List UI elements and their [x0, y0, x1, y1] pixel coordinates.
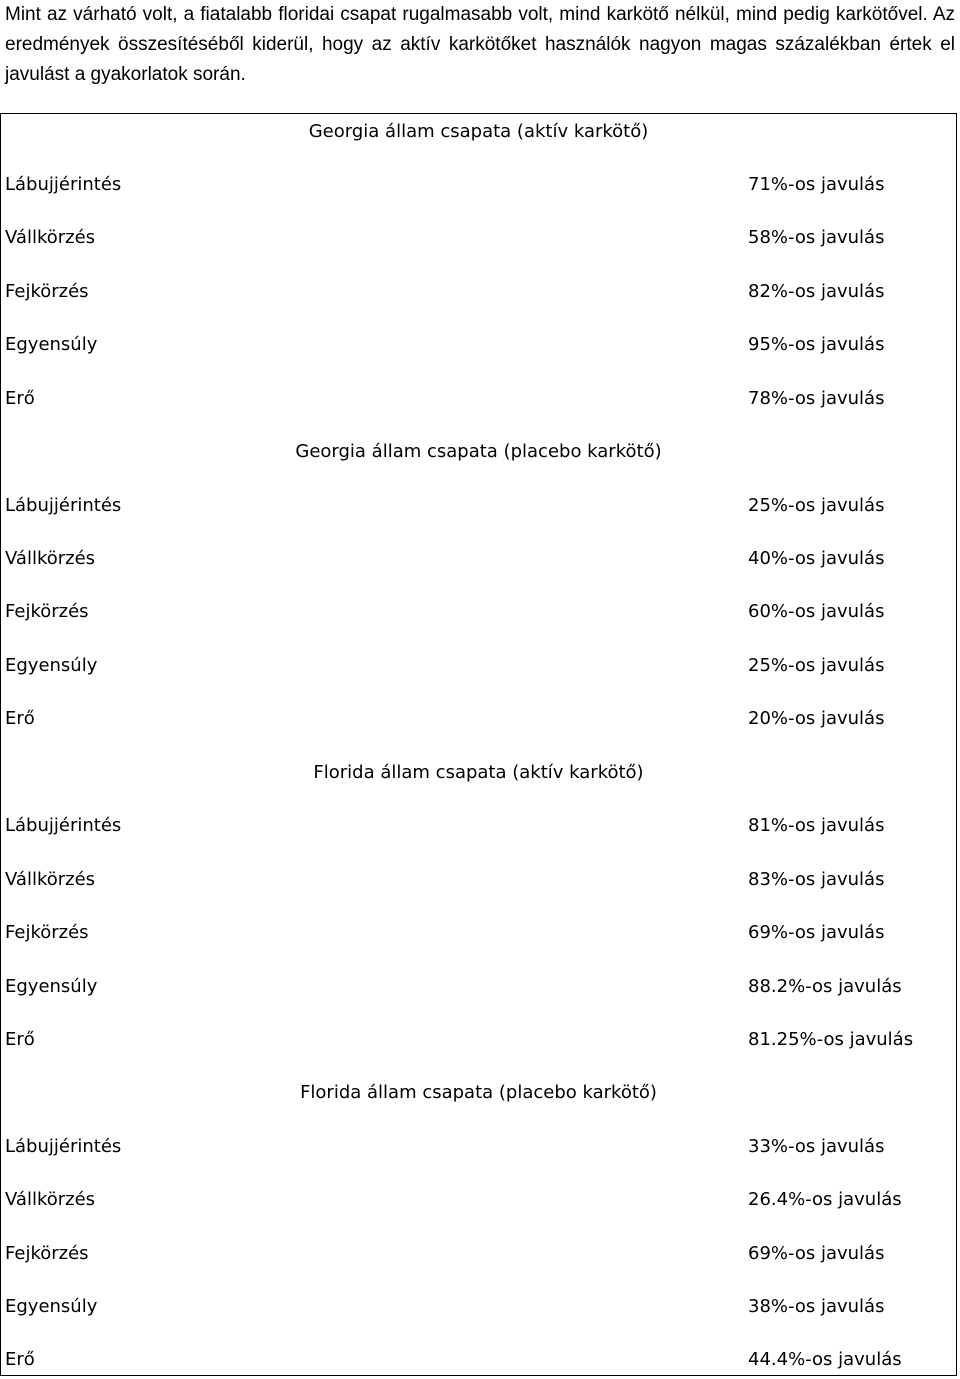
improvement-value: 38%-os javulás: [748, 1296, 885, 1317]
exercise-label: Erő: [5, 1029, 35, 1050]
improvement-value: 33%-os javulás: [748, 1136, 885, 1157]
exercise-label: Vállkörzés: [5, 869, 96, 890]
exercise-label: Lábujjérintés: [5, 815, 122, 836]
improvement-value: 60%-os javulás: [748, 601, 885, 622]
improvement-value: 88.2%-os javulás: [748, 976, 902, 997]
improvement-value: 71%-os javulás: [748, 174, 885, 195]
exercise-label: Egyensúly: [5, 655, 98, 676]
exercise-label: Egyensúly: [5, 1296, 98, 1317]
exercise-label: Erő: [5, 708, 35, 729]
improvement-value: 78%-os javulás: [748, 388, 885, 409]
improvement-value: 25%-os javulás: [748, 495, 885, 516]
exercise-label: Erő: [5, 1349, 35, 1370]
exercise-label: Vállkörzés: [5, 1189, 96, 1210]
improvement-value: 58%-os javulás: [748, 227, 885, 248]
results-table: [0, 113, 957, 1376]
improvement-value: 26.4%-os javulás: [748, 1189, 902, 1210]
improvement-value: 81%-os javulás: [748, 815, 885, 836]
section-title: Georgia állam csapata (placebo karkötő): [295, 441, 662, 462]
improvement-value: 82%-os javulás: [748, 281, 885, 302]
exercise-label: Fejkörzés: [5, 281, 89, 302]
exercise-label: Vállkörzés: [5, 227, 96, 248]
exercise-label: Fejkörzés: [5, 1243, 89, 1264]
improvement-value: 69%-os javulás: [748, 1243, 885, 1264]
section-title: Florida állam csapata (aktív karkötő): [313, 762, 644, 783]
exercise-label: Fejkörzés: [5, 601, 89, 622]
improvement-value: 83%-os javulás: [748, 869, 885, 890]
improvement-value: 69%-os javulás: [748, 922, 885, 943]
intro-paragraph: Mint az várható volt, a fiatalabb floridai csapat rugalmasabb volt, mind karkötő nélkül, mind pedig karkötővel. Az eredmények összesítéséből kiderül, hogy az aktív karkötőket használók nagyon magas százalékban értek el javulást a gyakorlatok során.: [5, 4, 955, 85]
exercise-label: Lábujjérintés: [5, 495, 122, 516]
improvement-value: 40%-os javulás: [748, 548, 885, 569]
exercise-label: Egyensúly: [5, 976, 98, 997]
exercise-label: Lábujjérintés: [5, 1136, 122, 1157]
section-title: Florida állam csapata (placebo karkötő): [300, 1082, 657, 1103]
section-title: Georgia állam csapata (aktív karkötő): [308, 121, 649, 142]
exercise-label: Vállkörzés: [5, 548, 96, 569]
improvement-value: 25%-os javulás: [748, 655, 885, 676]
exercise-label: Fejkörzés: [5, 922, 89, 943]
exercise-label: Egyensúly: [5, 334, 98, 355]
improvement-value: 20%-os javulás: [748, 708, 885, 729]
improvement-value: 95%-os javulás: [748, 334, 885, 355]
improvement-value: 81.25%-os javulás: [748, 1029, 914, 1050]
improvement-value: 44.4%-os javulás: [748, 1349, 902, 1370]
exercise-label: Erő: [5, 388, 35, 409]
exercise-label: Lábujjérintés: [5, 174, 122, 195]
